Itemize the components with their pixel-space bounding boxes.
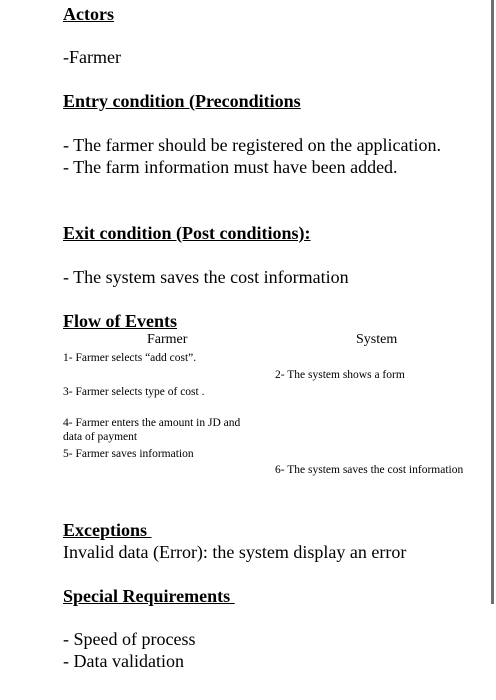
- entry-condition-item: - The farmer should be registered on the application.: [63, 135, 442, 155]
- special-requirements-heading: Special Requirements: [63, 586, 235, 606]
- farmer-step: 5- Farmer saves information: [63, 448, 194, 460]
- actors-heading: Actors: [63, 4, 114, 24]
- page-right-border: [491, 0, 494, 604]
- farmer-step: 1- Farmer selects “add cost”.: [63, 352, 197, 364]
- flow-of-events-heading: Flow of Events: [63, 311, 177, 331]
- system-column-header: System: [356, 332, 398, 347]
- system-step: 2- The system shows a form: [275, 369, 405, 381]
- farmer-step: 3- Farmer selects type of cost .: [63, 386, 205, 398]
- actor-item: -Farmer: [63, 47, 121, 67]
- entry-condition-heading: Entry condition (Preconditions: [63, 91, 301, 111]
- exit-condition-item: - The system saves the cost information: [63, 267, 349, 287]
- farmer-column-header: Farmer: [147, 332, 188, 347]
- exceptions-heading: Exceptions: [63, 520, 152, 540]
- entry-condition-item: - The farm information must have been added.: [63, 157, 398, 177]
- special-requirement-item: - Speed of process: [63, 629, 196, 649]
- exception-item: Invalid data (Error): the system display an error: [63, 542, 407, 562]
- farmer-step: data of payment: [63, 431, 138, 443]
- system-step: 6- The system saves the cost information: [275, 464, 464, 476]
- farmer-step: 4- Farmer enters the amount in JD and: [63, 417, 241, 429]
- exit-condition-heading: Exit condition (Post conditions):: [63, 223, 311, 243]
- special-requirement-item: - Data validation: [63, 651, 184, 671]
